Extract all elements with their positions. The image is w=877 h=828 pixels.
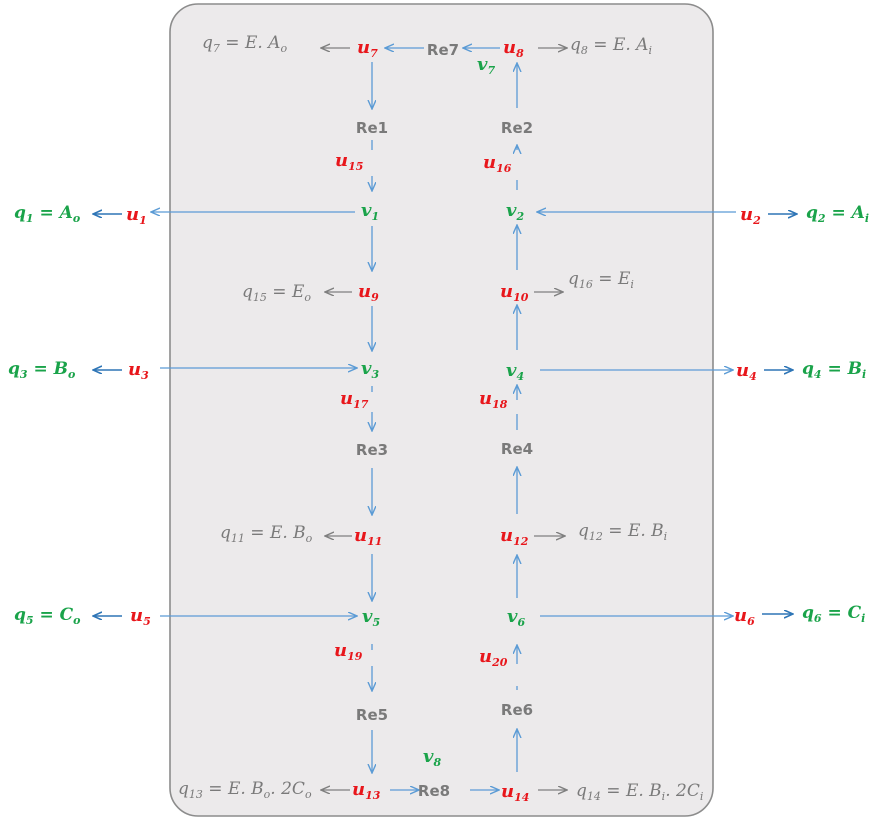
- compartment-box: [170, 4, 713, 816]
- q13-equation: $q_{13} = E$. $B_o$. $2C_o$: [178, 779, 312, 801]
- q2-equation: $q_2 = A_i$: [806, 203, 870, 225]
- u13-label: $u_{13}$: [352, 779, 381, 802]
- q3-equation: $q_3 = B_o$: [8, 359, 76, 381]
- u20-label: $u_{20}$: [479, 646, 508, 669]
- q5-equation: $q_5 = C_o$: [14, 605, 81, 627]
- re6-label: Re6: [500, 701, 534, 719]
- u4-label: $u_4$: [736, 360, 757, 383]
- u15-label: $u_{15}$: [335, 150, 364, 173]
- re8-label: Re8: [417, 782, 451, 800]
- v5-label: $v_5$: [362, 606, 381, 629]
- u9-label: $u_9$: [358, 281, 379, 304]
- q14-equation: $q_{14} = E$. $B_i$. $2C_i$: [576, 781, 704, 803]
- u17-label: $u_{17}$: [340, 388, 369, 411]
- re5-label: Re5: [355, 706, 389, 724]
- u7-label: $u_7$: [357, 37, 378, 60]
- u19-label: $u_{19}$: [334, 640, 363, 663]
- u16-label: $u_{16}$: [483, 152, 512, 175]
- v4-label: $v_4$: [506, 360, 525, 383]
- v6-label: $v_6$: [507, 606, 526, 629]
- q11-equation: $q_{11} = E$. $B_o$: [220, 523, 313, 545]
- q8-equation: $q_8 = E$. $A_i$: [570, 35, 652, 57]
- re7-label: Re7: [426, 41, 460, 59]
- v7-label: $v_7$: [477, 54, 496, 77]
- u3-label: $u_3$: [128, 359, 149, 382]
- u6-label: $u_6$: [734, 605, 755, 628]
- u14-label: $u_{14}$: [501, 781, 530, 804]
- v3-label: $v_3$: [361, 358, 380, 381]
- u1-label: $u_1$: [126, 204, 147, 227]
- u11-label: $u_{11}$: [354, 525, 383, 548]
- q7-equation: $q_7 = E$. $A_o$: [202, 33, 288, 55]
- re1-label: Re1: [355, 119, 389, 137]
- v2-label: $v_2$: [506, 200, 525, 223]
- re2-label: Re2: [500, 119, 534, 137]
- u2-label: $u_2$: [740, 204, 761, 227]
- re4-label: Re4: [500, 440, 534, 458]
- u10-label: $u_{10}$: [500, 281, 529, 304]
- u8-label: $u_8$: [503, 37, 524, 60]
- u5-label: $u_5$: [130, 605, 151, 628]
- q1-equation: $q_1 = A_o$: [14, 203, 81, 225]
- re3-label: Re3: [355, 441, 389, 459]
- q6-equation: $q_6 = C_i$: [802, 603, 866, 625]
- q15-equation: $q_{15} = E_o$: [242, 282, 311, 304]
- u18-label: $u_{18}$: [479, 388, 508, 411]
- v1-label: $v_1$: [361, 200, 380, 223]
- q4-equation: $q_4 = B_i$: [802, 359, 867, 381]
- q16-equation: $q_{16} = E_i$: [568, 269, 634, 291]
- q12-equation: $q_{12} = E$. $B_i$: [578, 521, 668, 543]
- v8-label: $v_8$: [423, 746, 442, 769]
- u12-label: $u_{12}$: [500, 525, 529, 548]
